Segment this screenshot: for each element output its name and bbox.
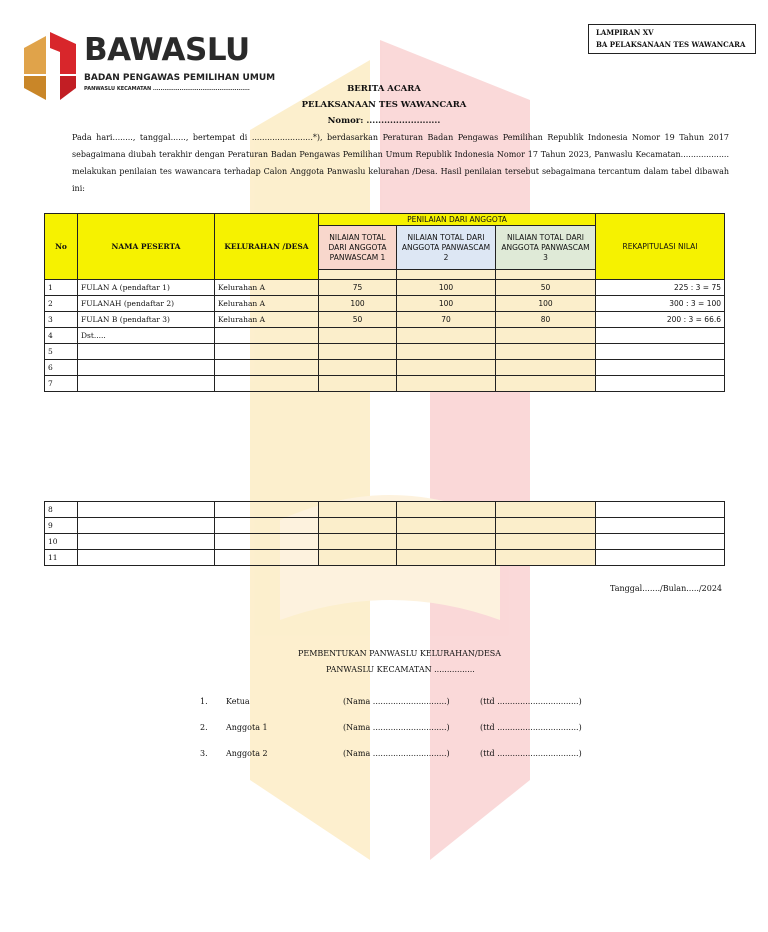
row-kelurahan — [215, 360, 319, 376]
row-no: 1 — [45, 280, 78, 296]
row-nama: Dst..... — [78, 328, 215, 344]
logo-subtitle-kecamatan: PANWASLU KECAMATAN ................................................... — [84, 86, 250, 92]
table-row — [45, 360, 725, 376]
row-rekap — [596, 344, 725, 360]
row-no: 11 — [45, 550, 78, 566]
row-kelurahan — [215, 344, 319, 360]
row-nilai-3: 100 — [496, 296, 596, 312]
row-kelurahan: Kelurahan A — [215, 280, 319, 296]
row-nilai-2 — [397, 360, 496, 376]
sig-role-3: Anggota 2 — [226, 749, 268, 758]
header-col3: NILAIAN TOTAL DARI ANGGOTA PANWASCAM 3 — [496, 226, 596, 270]
table-row — [45, 518, 725, 534]
table-row — [45, 502, 725, 518]
row-nilai-3 — [496, 328, 596, 344]
row-nilai-2 — [397, 328, 496, 344]
row-nilai-2: 100 — [397, 296, 496, 312]
header-kelurahan: KELURAHAN /DESA — [215, 214, 319, 280]
footer-subtitle: PANWASLU KECAMATAN ................ — [326, 665, 475, 674]
row-nama: FULAN A (pendaftar 1) — [78, 280, 215, 296]
header-col2: NILAIAN TOTAL DARI ANGGOTA PANWASCAM 2 — [397, 226, 496, 270]
row-nama: FULANAH (pendaftar 2) — [78, 296, 215, 312]
lampiran-line1: LAMPIRAN XV — [596, 28, 654, 37]
sig-ttd-3: (ttd ................................) — [480, 749, 582, 758]
sig-nama-2: (Nama .............................) — [343, 723, 450, 732]
nomor-line: Nomor: ......................... — [327, 116, 441, 126]
header-col1: NILAIAN TOTAL DARI ANGGOTA PANWASCAM 1 — [319, 226, 397, 270]
footer-title: PEMBENTUKAN PANWASLU KELURAHAN/DESA — [298, 649, 502, 658]
row-no: 9 — [45, 518, 78, 534]
lampiran-box — [588, 24, 756, 54]
row-rekap: 225 : 3 = 75 — [596, 280, 725, 296]
row-nilai-1 — [319, 376, 397, 392]
table-row — [45, 296, 725, 312]
sig-role-2: Anggota 1 — [226, 723, 268, 732]
lampiran-line2: BA PELAKSANAAN TES WAWANCARA — [596, 40, 746, 49]
sig-num-3: 3. — [200, 749, 208, 758]
row-nilai-1: 50 — [319, 312, 397, 328]
table-row — [45, 534, 725, 550]
row-nama — [78, 360, 215, 376]
row-nilai-2: 70 — [397, 312, 496, 328]
row-kelurahan: Kelurahan A — [215, 296, 319, 312]
row-nama — [78, 344, 215, 360]
assessment-table — [44, 213, 725, 392]
header-nama: NAMA PESERTA — [78, 214, 215, 280]
row-nilai-1: 100 — [319, 296, 397, 312]
row-kelurahan — [215, 328, 319, 344]
sig-num-2: 2. — [200, 723, 208, 732]
row-rekap: 200 : 3 = 66.6 — [596, 312, 725, 328]
row-rekap — [596, 360, 725, 376]
sig-nama-3: (Nama .............................) — [343, 749, 450, 758]
table-row — [45, 312, 725, 328]
row-no: 3 — [45, 312, 78, 328]
row-nilai-1 — [319, 360, 397, 376]
row-nilai-1 — [319, 344, 397, 360]
row-kelurahan: Kelurahan A — [215, 312, 319, 328]
title-berita-acara: BERITA ACARA — [347, 84, 421, 94]
row-nilai-2 — [397, 376, 496, 392]
row-rekap: 300 : 3 = 100 — [596, 296, 725, 312]
row-nilai-3: 80 — [496, 312, 596, 328]
row-no: 10 — [45, 534, 78, 550]
row-nilai-2 — [397, 344, 496, 360]
table-row — [45, 344, 725, 360]
sig-ttd-1: (ttd ................................) — [480, 697, 582, 706]
row-nilai-2: 100 — [397, 280, 496, 296]
row-no: 7 — [45, 376, 78, 392]
intro-paragraph: Pada hari........, tanggal......, bertempat di ........................*), berdasarkan Peraturan Badan Pengawas Pemilihan Republik Indonesia Nomor 19 Tahun 2017 sebagaimana diubah terakhir dengan Peraturan Badan Pengawas Pemilihan Umum Republik Indonesia Nomor 17 Tahun 2023, Panwaslu Kecamatan................... melakukan penilaian tes wawancara terhadap Calon Anggota Panwaslu kelurahan /Desa. Hasil penilaian tersebut sebagaimana tercantum dalam tabel dibawah ini: — [72, 133, 729, 193]
row-nilai-3 — [496, 360, 596, 376]
row-no: 2 — [45, 296, 78, 312]
assessment-table-continued — [44, 501, 725, 566]
row-nama — [78, 376, 215, 392]
header-rekap: REKAPITULASI NILAI — [596, 214, 725, 280]
sig-ttd-2: (ttd ................................) — [480, 723, 582, 732]
header-no: No — [45, 214, 78, 280]
sig-role-1: Ketua — [226, 697, 250, 706]
row-nilai-1: 75 — [319, 280, 397, 296]
row-nilai-3 — [496, 344, 596, 360]
row-rekap — [596, 376, 725, 392]
logo-subtitle: BADAN PENGAWAS PEMILIHAN UMUM — [84, 73, 276, 83]
logo-name: BAWASLU — [84, 32, 250, 68]
header-penilaian: PENILAIAN DARI ANGGOTA — [319, 214, 596, 226]
table-row — [45, 376, 725, 392]
row-nilai-3: 50 — [496, 280, 596, 296]
row-kelurahan — [215, 376, 319, 392]
row-no: 6 — [45, 360, 78, 376]
sig-num-1: 1. — [200, 697, 208, 706]
date-line: Tanggal......./Bulan...../2024 — [610, 584, 722, 593]
table-row — [45, 280, 725, 296]
title-pelaksanaan: PELAKSANAAN TES WAWANCARA — [301, 100, 467, 110]
row-nama: FULAN B (pendaftar 3) — [78, 312, 215, 328]
table-row — [45, 550, 725, 566]
table-row — [45, 328, 725, 344]
row-no: 8 — [45, 502, 78, 518]
row-no: 5 — [45, 344, 78, 360]
row-rekap — [596, 328, 725, 344]
sig-nama-1: (Nama .............................) — [343, 697, 450, 706]
row-nilai-1 — [319, 328, 397, 344]
row-nilai-3 — [496, 376, 596, 392]
row-no: 4 — [45, 328, 78, 344]
